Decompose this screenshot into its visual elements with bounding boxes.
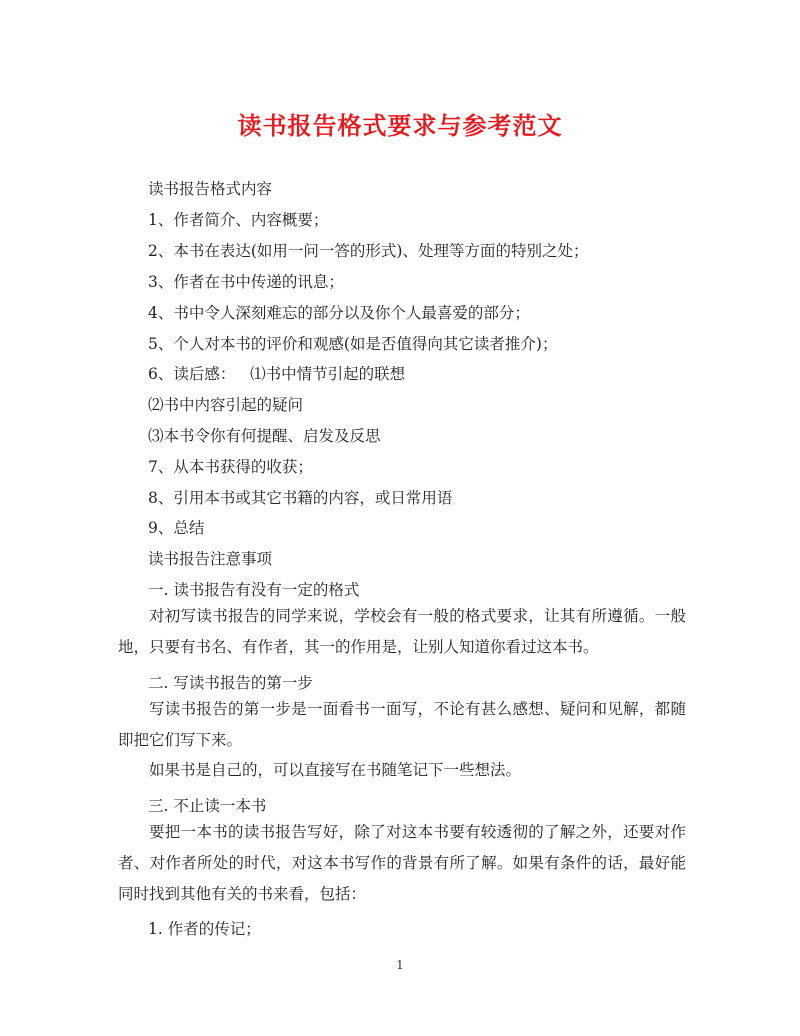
subsection-heading: 一. 读书报告有没有一定的格式 (148, 581, 360, 599)
list-item: 9、总结 (148, 519, 205, 537)
page-number: 1 (396, 958, 404, 972)
subsection-heading: 二. 写读书报告的第一步 (148, 674, 313, 692)
list-item: 6、读后感： ⑴书中情节引起的联想 (148, 365, 406, 383)
list-item: 4、书中令人深刻难忘的部分以及你个人最喜爱的部分； (148, 304, 530, 322)
list-item: 1、作者简介、内容概要； (148, 211, 329, 229)
list-item: ⑶本书令你有何提醒、启发及反思 (148, 427, 381, 445)
list-item: 8、引用本书或其它书籍的内容，或日常用语 (148, 489, 453, 507)
paragraph: 要把一本书的读书报告写好，除了对这本书要有较透彻的了解之外，还要对作者、对作者所处的时代，对这本书写作的背景有所了解。如果有条件的话，最好能同时找到其他有关的书来看，包括： (118, 823, 686, 903)
list-item: ⑵书中内容引起的疑问 (148, 396, 304, 414)
subsection-heading: 三. 不止读一本书 (148, 797, 267, 815)
document-title: 读书报告格式要求与参考范文 (237, 111, 563, 140)
paragraph: 写读书报告的第一步是一面看书一面写，不论有甚么感想、疑问和见解，都随即把它们写下来。 (118, 700, 686, 749)
list-item: 7、从本书获得的收获； (148, 458, 313, 476)
paragraph: 对初写读书报告的同学来说，学校会有一般的格式要求，让其有所遵循。一般地，只要有书名、有作者，其一的作用是，让别人知道你看过这本书。 (118, 607, 686, 656)
section-heading-format: 读书报告格式内容 (148, 180, 273, 198)
list-item: 1. 作者的传记； (148, 920, 261, 938)
list-item: 5、个人对本书的评价和观感(如是否值得向其它读者推介)； (148, 335, 558, 353)
section-heading-notes: 读书报告注意事项 (148, 550, 273, 568)
list-item: 3、作者在书中传递的讯息； (148, 273, 344, 291)
list-item: 2、本书在表达(如用一问一答的形式)、处理等方面的特别之处； (148, 242, 589, 260)
paragraph: 如果书是自己的，可以直接写在书随笔记下一些想法。 (149, 761, 522, 779)
